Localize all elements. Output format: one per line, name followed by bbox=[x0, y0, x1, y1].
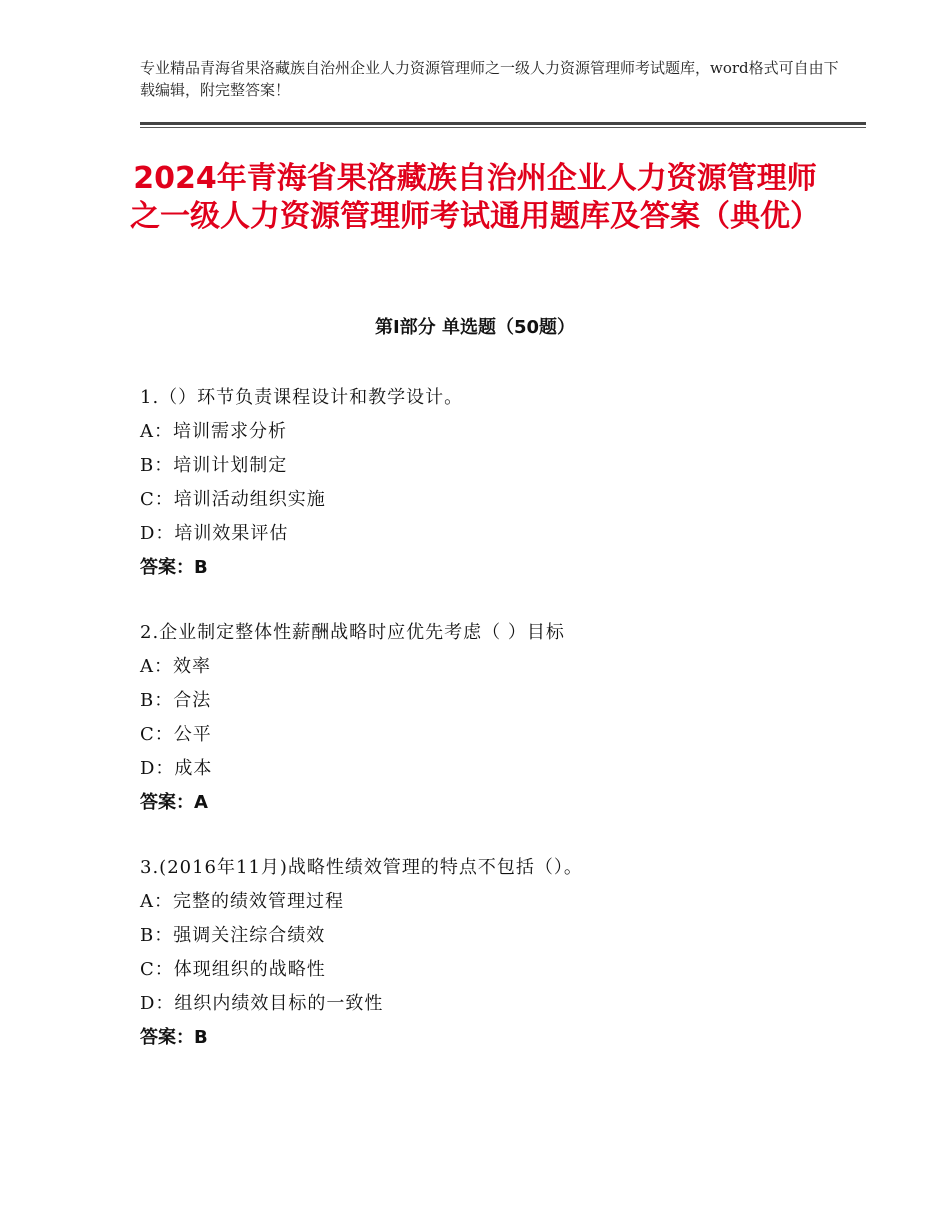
answer-line bbox=[140, 551, 860, 585]
answer-value: B bbox=[194, 1027, 208, 1048]
answer-value: A bbox=[194, 792, 208, 813]
header-divider-thick bbox=[140, 122, 866, 125]
answer-label: 答案： bbox=[140, 792, 194, 813]
option-b: B：合法 bbox=[140, 690, 212, 711]
header-note: 专业精品青海省果洛藏族自治州企业人力资源管理师之一级人力资源管理师考试题库，word格式可自由下载编辑，附完整答案！ bbox=[140, 59, 839, 99]
question-3 bbox=[140, 851, 860, 1055]
option-d: D：培训效果评估 bbox=[140, 523, 289, 544]
option-d: D：组织内绩效目标的一致性 bbox=[140, 993, 384, 1014]
option-c: C：公平 bbox=[140, 724, 212, 745]
header-divider-thin bbox=[140, 127, 866, 128]
option-c: C：培训活动组织实施 bbox=[140, 489, 326, 510]
question-2 bbox=[140, 616, 860, 820]
question-stem: 2.企业制定整体性薪酬战略时应优先考虑（ ）目标 bbox=[140, 622, 565, 643]
option-d: D：成本 bbox=[140, 758, 213, 779]
option-a: A：培训需求分析 bbox=[140, 421, 287, 442]
question-1 bbox=[140, 381, 860, 585]
answer-line bbox=[140, 786, 860, 820]
document-title: 2024年青海省果洛藏族自治州企业人力资源管理师之一级人力资源管理师考试通用题库及答案（典优） bbox=[130, 161, 820, 234]
answer-value: B bbox=[194, 557, 208, 578]
question-stem: 3.(2016年11月)战略性绩效管理的特点不包括（）。 bbox=[140, 857, 583, 878]
question-stem: 1.（）环节负责课程设计和教学设计。 bbox=[140, 387, 464, 408]
question-list bbox=[140, 381, 860, 1086]
option-a: A：完整的绩效管理过程 bbox=[140, 891, 344, 912]
option-a: A：效率 bbox=[140, 656, 211, 677]
answer-label: 答案： bbox=[140, 1027, 194, 1048]
option-b: B：强调关注综合绩效 bbox=[140, 925, 326, 946]
option-c: C：体现组织的战略性 bbox=[140, 959, 326, 980]
answer-label: 答案： bbox=[140, 557, 194, 578]
section-title: 第Ⅰ部分 单选题（50题） bbox=[374, 317, 575, 338]
option-b: B：培训计划制定 bbox=[140, 455, 288, 476]
answer-line bbox=[140, 1021, 860, 1055]
